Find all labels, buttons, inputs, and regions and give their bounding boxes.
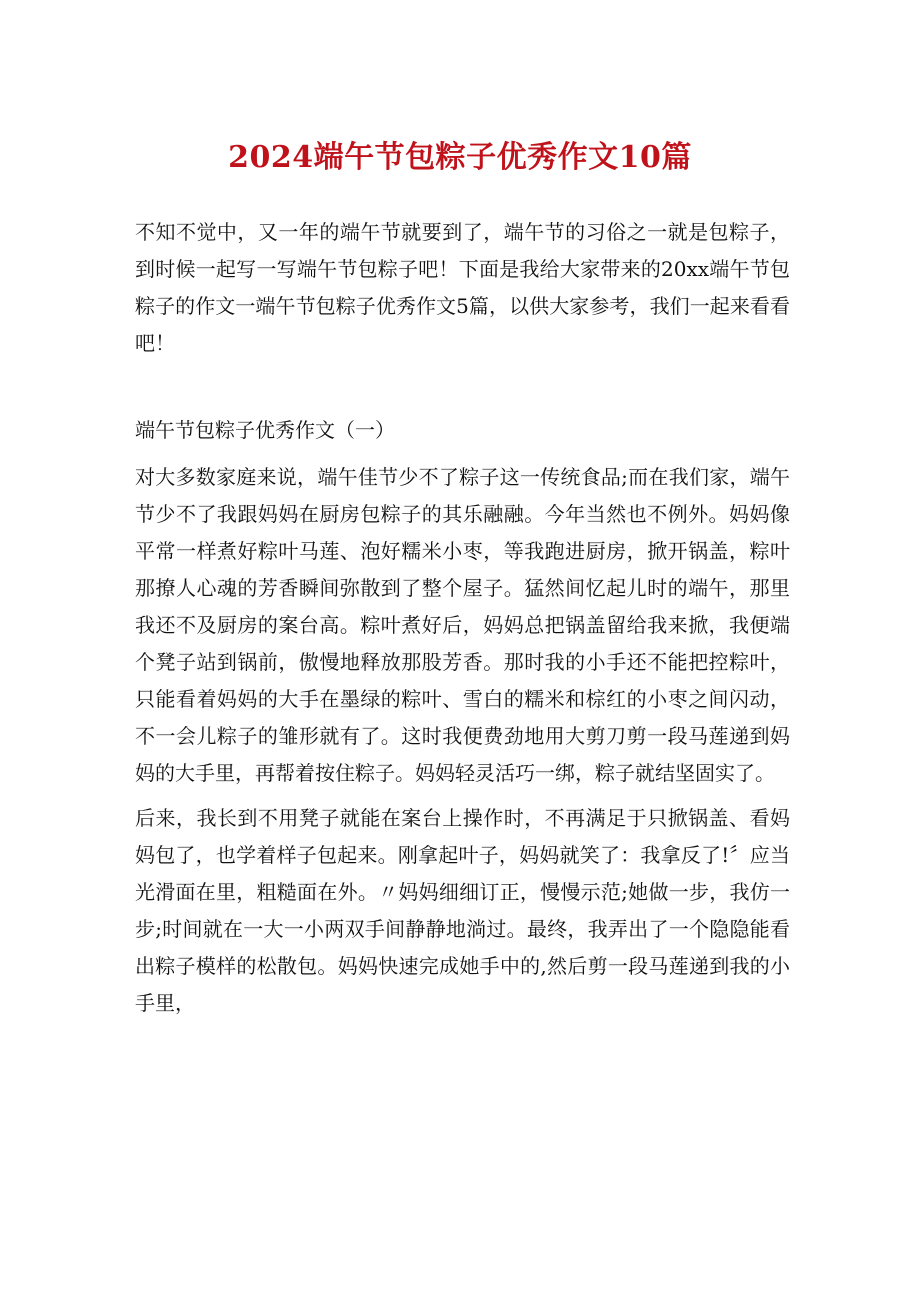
section-heading: 端午节包粽子优秀作文（一）: [135, 418, 395, 442]
document-body: [135, 214, 790, 1022]
document-title: 2024端午节包粽子优秀作文10篇: [228, 140, 692, 175]
intro-paragraph: 不知不觉中，又一年的端午节就要到了，端午节的习俗之一就是包粽子，到时候一起写一写端午节包粽子吧！下面是我给大家带来的20xx端午节包粽子的作文一端午节包粽子优秀作文5篇，以供大家参考，我们一起来看看吧！: [135, 220, 790, 355]
body-paragraph-2: 后来，我长到不用凳子就能在案台上操作时，不再满足于只掀锅盖、看妈妈包了，也学着样子包起来。刚拿起叶子，妈妈就笑了：我拿反了!〞应当光滑面在里，粗糙面在外。〃妈妈细细订正，慢慢示范;她做一步，我仿一步;时间就在一大一小两双手间静静地淌过。最终，我弄出了一个隐隐能看出粽子模样的松散包。妈妈快速完成她手中的,然后剪一段马莲递到我的小手里，: [135, 806, 790, 1015]
body-paragraph-1: 对大多数家庭来说，端午佳节少不了粽子这一传统食品;而在我们家，端午节少不了我跟妈妈在厨房包粽子的其乐融融。今年当然也不例外。妈妈像平常一样煮好粽叶马莲、泡好糯米小枣，等我跑进厨房，掀开锅盖，粽叶那撩人心魂的芳香瞬间弥散到了整个屋子。猛然间忆起儿时的端午，那里我还不及厨房的案台高。粽叶煮好后，妈妈总把锅盖留给我来掀，我便端个凳子站到锅前，傲慢地释放那股芳香。那时我的小手还不能把控粽叶，只能看着妈妈的大手在墨绿的粽叶、雪白的糯米和棕红的小枣之间闪动，不一会儿粽子的雏形就有了。这时我便费劲地用大剪刀剪一段马莲递到妈妈的大手里，再帮着按住粽子。妈妈轻灵活巧一绑，粽子就结坚固实了。: [135, 465, 790, 785]
